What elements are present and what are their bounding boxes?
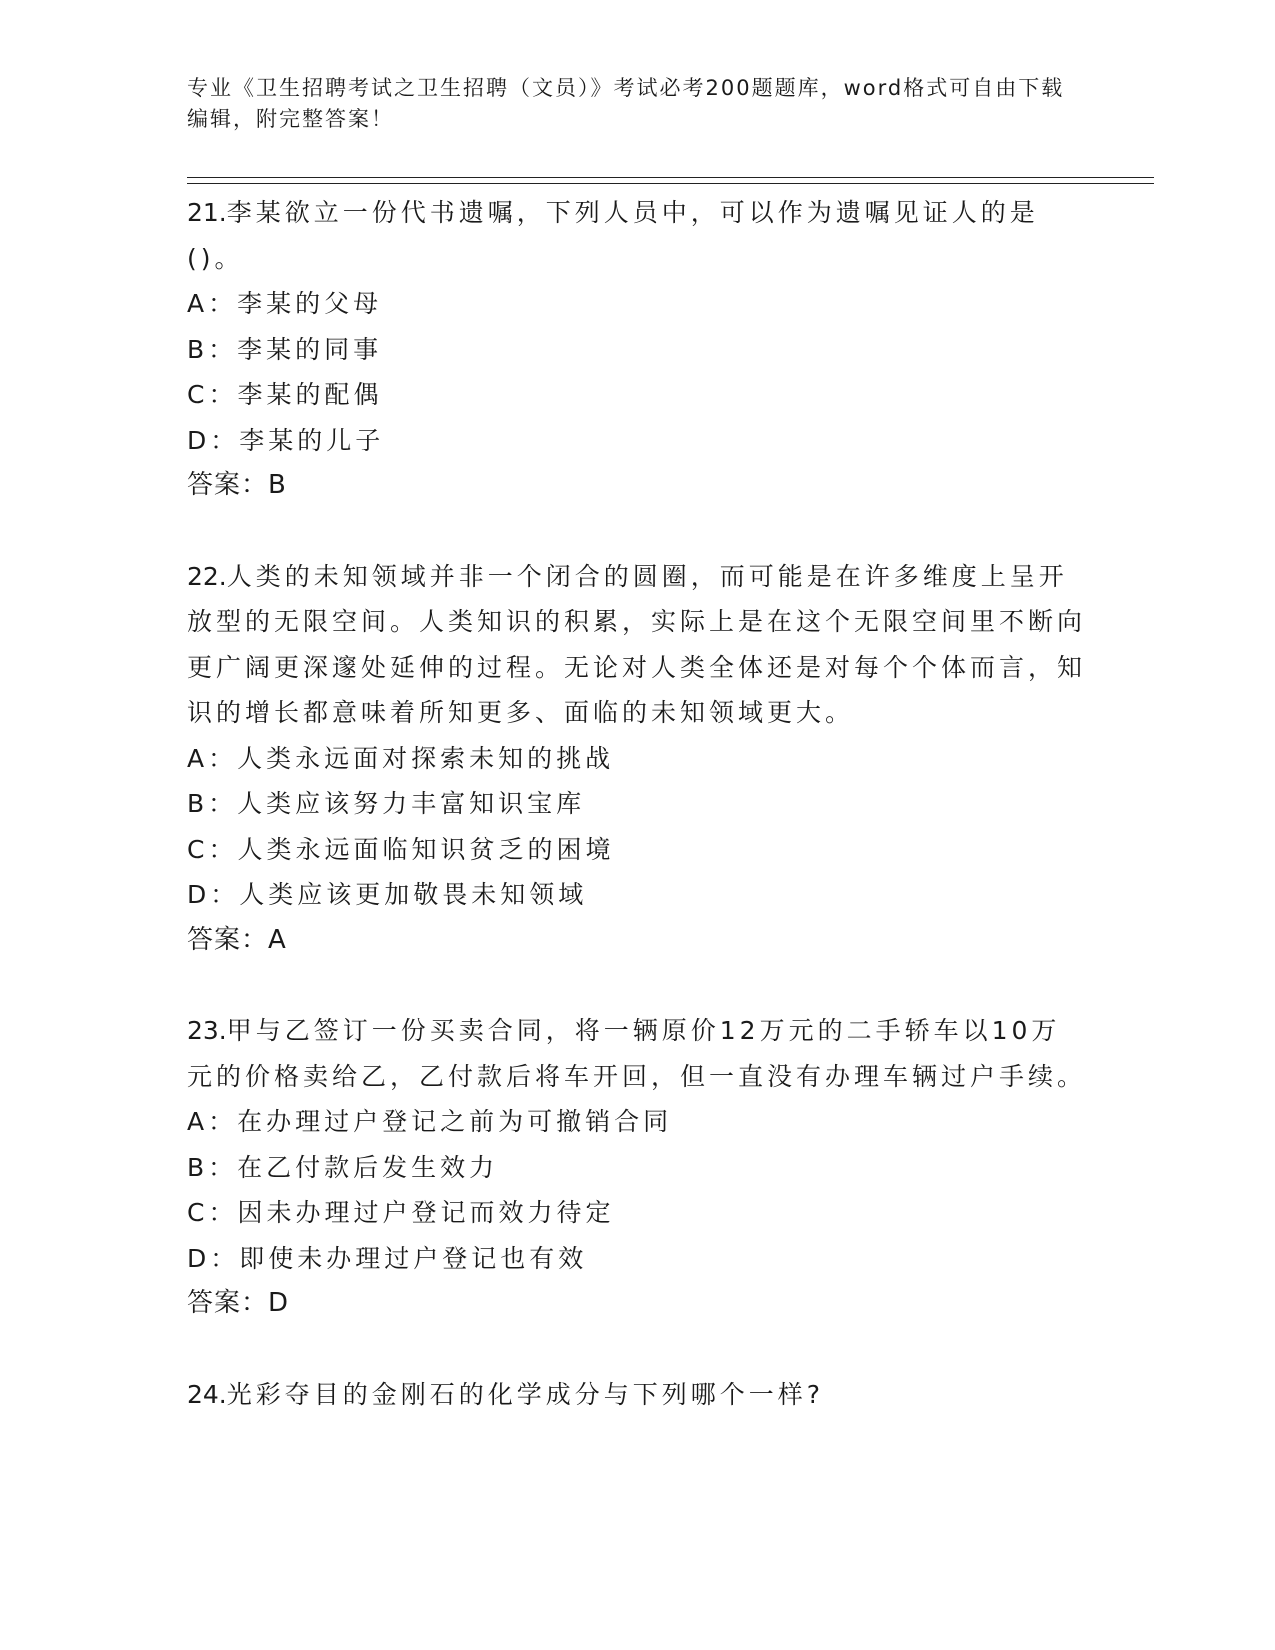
question-text: 光彩夺目的金刚石的化学成分与下列哪个一样? <box>226 1379 825 1409</box>
option-d: D：人类应该更加敬畏未知领域 <box>187 880 588 909</box>
question-number: 23. <box>187 1016 227 1045</box>
option-d: D：即使未办理过户登记也有效 <box>187 1243 588 1273</box>
answer-line: 答案：D <box>187 1288 290 1318</box>
question-list <box>187 190 1087 1417</box>
answer-line: 答案：A <box>187 924 287 955</box>
option-d: D：李某的儿子 <box>187 425 385 455</box>
option-b: B：在乙付款后发生效力 <box>187 1152 499 1182</box>
question-23 <box>187 1008 1087 1327</box>
question-spacer <box>187 509 1087 554</box>
question-stem <box>187 190 1087 281</box>
option-a: A：李某的父母 <box>187 289 383 318</box>
question-22 <box>187 554 1087 964</box>
question-stem <box>187 1372 1087 1418</box>
question-stem <box>187 1008 1087 1099</box>
question-number: 24. <box>187 1379 227 1409</box>
document-header: 专业《卫生招聘考试之卫生招聘（文员）》考试必考200题题库，word格式可自由下载编辑，附完整答案！ <box>187 76 1065 131</box>
question-stem <box>187 554 1087 736</box>
header-divider-bottom <box>187 183 1154 184</box>
question-number: 22. <box>187 561 227 591</box>
option-a: A：人类永远面对探索未知的挑战 <box>187 743 615 773</box>
answer-line: 答案：B <box>187 470 287 500</box>
option-a: A：在办理过户登记之前为可撤销合同 <box>187 1107 673 1136</box>
question-text: 甲与乙签订一份买卖合同，将一辆原价12万元的二手轿车以10万元的价格卖给乙，乙付款后将车开回，但一直没有办理车辆过户手续。 <box>187 1016 1087 1091</box>
question-21 <box>187 190 1087 509</box>
option-b: B：李某的同事 <box>187 334 383 364</box>
question-spacer <box>187 963 1087 1008</box>
question-text: 人类的未知领域并非一个闭合的圆圈，而可能是在许多维度上呈开放型的无限空间。人类知识的积累，实际上是在这个无限空间里不断向更广阔更深邃处延伸的过程。无论对人类全体还是对每个个体而言，知识的增长都意味着所知更多、面临的未知领域更大。 <box>187 561 1087 727</box>
question-spacer <box>187 1327 1087 1372</box>
option-c: C：人类永远面临知识贫乏的困境 <box>187 834 615 864</box>
header-divider-top <box>187 177 1154 178</box>
option-b: B：人类应该努力丰富知识宝库 <box>187 789 586 818</box>
question-text: 李某欲立一份代书遗嘱，下列人员中，可以作为遗嘱见证人的是()。 <box>187 198 1039 273</box>
option-c: C：因未办理过户登记而效力待定 <box>187 1198 615 1227</box>
question-24 <box>187 1372 1087 1418</box>
question-number: 21. <box>187 198 227 227</box>
option-c: C：李某的配偶 <box>187 380 383 409</box>
